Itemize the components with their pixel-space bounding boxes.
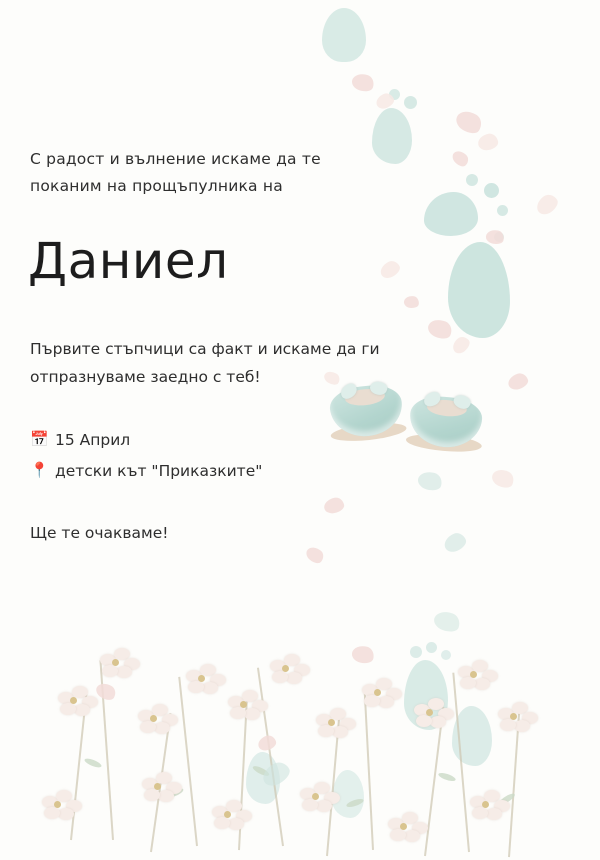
- child-name: Даниел: [28, 232, 229, 290]
- event-location-row: [30, 459, 262, 483]
- pin-icon: 📍: [30, 461, 49, 480]
- event-date: 15 Април: [55, 431, 131, 449]
- event-details: [30, 428, 262, 490]
- calendar-icon: 📅: [30, 430, 49, 449]
- invitation-intro-text: С радост и вълнение искаме да те поканим на прощъпулника на: [30, 150, 321, 196]
- event-date-row: [30, 428, 262, 452]
- invitation-body-text: Първите стъпчици са факт и искаме да ги отпразнуваме заедно с теб!: [30, 340, 380, 386]
- event-location: детски кът "Приказките": [55, 462, 263, 481]
- invitation-closing-text: Ще те очакваме!: [30, 524, 169, 542]
